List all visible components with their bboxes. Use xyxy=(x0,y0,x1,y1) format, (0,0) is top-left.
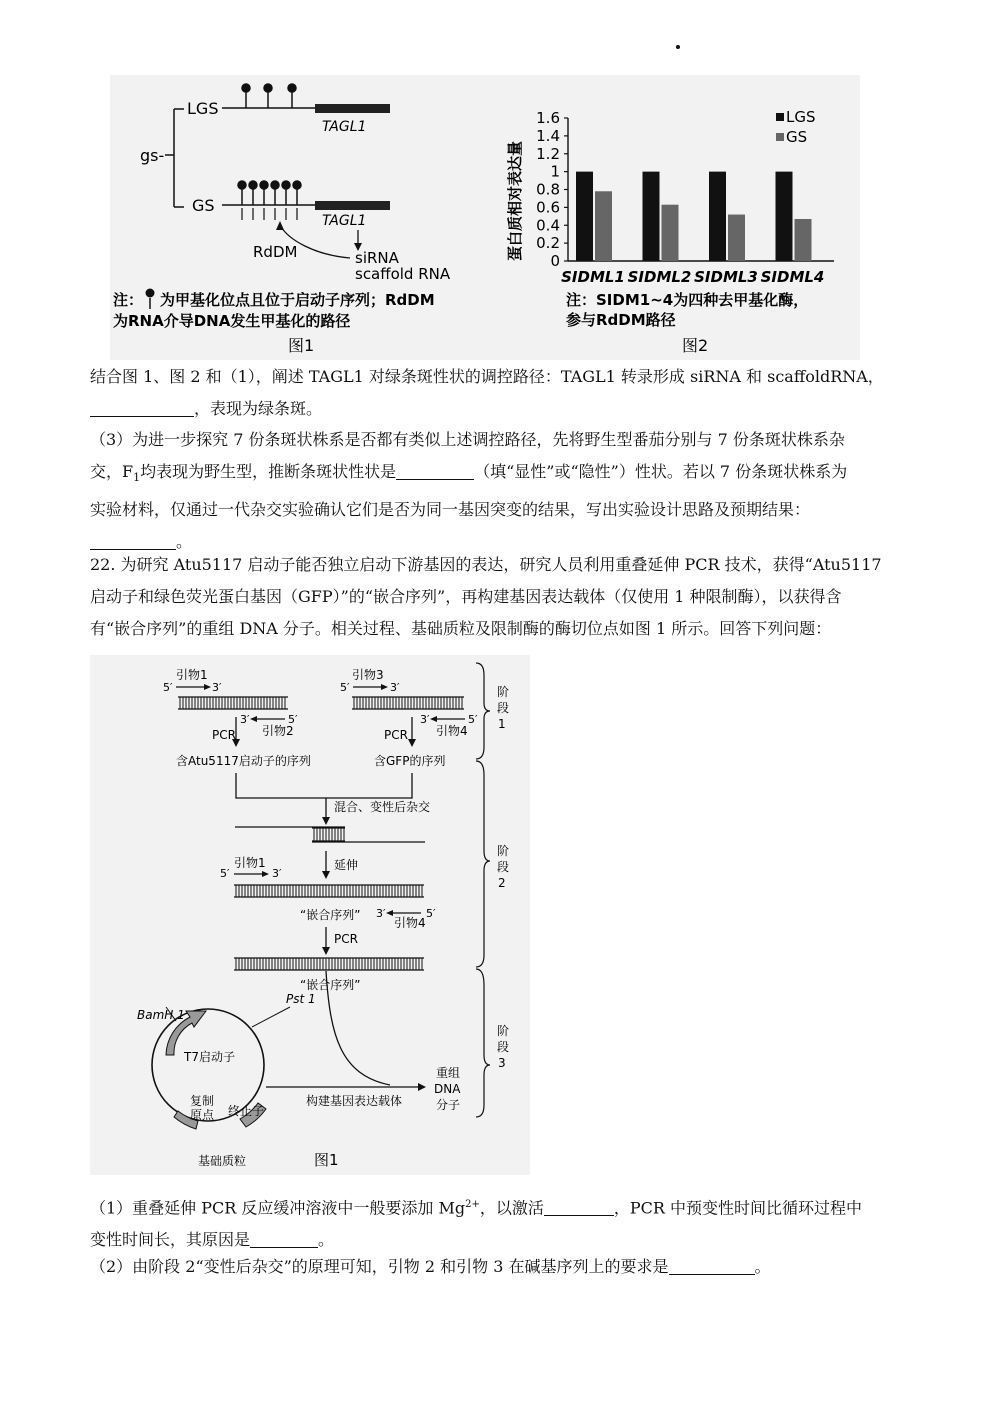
text-line: 结合图 1、图 2 和（1），阐述 TAGL1 对绿条斑性状的调控路径：TAGL1 转录形成 siRNA 和 scaffoldRNA， xyxy=(90,367,884,386)
paragraph-regulation xyxy=(90,361,902,425)
fig1-note-prefix: 注： xyxy=(113,291,144,309)
primer2-label: 引物2 xyxy=(262,724,294,738)
y-tick-label: 1.4 xyxy=(536,126,560,145)
text-line: 交，$F_1$均表现为野生型，推断条斑状性状是 （填“显性”或“隐性”）性状。若以 7 份条斑状株系为 xyxy=(90,462,848,485)
end-3-label: 3′ xyxy=(390,681,400,694)
primer4-label: 引物4 xyxy=(436,724,468,738)
terminator-label: 终止子 xyxy=(228,1104,265,1118)
y-tick-label: 0.2 xyxy=(536,234,560,253)
fig2-caption: 图2 xyxy=(682,336,709,355)
pcr-label: PCR xyxy=(334,932,358,946)
bar-lgs-3 xyxy=(709,172,726,261)
dna-gfp-template xyxy=(352,697,464,709)
bar-gs-3 xyxy=(728,215,745,261)
tagl1-label-1: TAGL1 xyxy=(322,119,367,135)
bar-lgs-4 xyxy=(776,172,793,261)
recombinant-label-2: DNA xyxy=(434,1082,461,1096)
stray-dot xyxy=(676,45,680,49)
build-vector-label: 构建基因表达载体 xyxy=(306,1094,403,1108)
figure-pcr-process xyxy=(90,655,530,1175)
text-line: （1）重叠延伸 PCR 反应缓冲溶液中一般要添加 $Mg^{2+}$，以激活 ，PCR 中预变性时间比循环过程中 xyxy=(90,1198,863,1218)
sirna-label: siRNA xyxy=(355,249,399,267)
x-category-label: SIDML1 xyxy=(561,268,625,286)
tagl1-gene-gs xyxy=(315,201,390,210)
end-5-label: 5′ xyxy=(426,907,436,920)
figure-bar-chart xyxy=(500,75,860,360)
stage1-char: 段 xyxy=(497,701,510,715)
mix-hybridize-label: 混合、变性后杂交 xyxy=(334,800,431,814)
stage2-char: 2 xyxy=(498,876,506,890)
end-5-label: 5′ xyxy=(340,681,350,694)
gs-line-label: GS xyxy=(192,196,215,215)
x-category-label: SIDML3 xyxy=(694,268,758,286)
plasmid-label: 基础质粒 xyxy=(198,1154,247,1168)
answer-blank[interactable] xyxy=(544,1197,614,1216)
answer-blank[interactable] xyxy=(396,461,474,480)
stage1-char: 阶 xyxy=(497,685,510,699)
text-line: 有“嵌合序列”的重组 DNA 分子。相关过程、基础质粒及限制酶的酶切位点如图 1 所示。回答下列问题： xyxy=(90,619,832,638)
origin-label-2: 原点 xyxy=(190,1108,215,1122)
answer-blank[interactable] xyxy=(90,398,194,417)
fig1-note-line2: 为RNA介导DNA发生甲基化的路径 xyxy=(113,312,351,330)
bar-gs-2 xyxy=(662,205,679,261)
text-line: ，表现为绿条斑。 xyxy=(90,393,902,425)
text-line: 。 xyxy=(90,526,902,558)
recombinant-label-3: 分子 xyxy=(436,1098,461,1112)
chimera-label-2: “嵌合序列” xyxy=(300,978,361,992)
chart-ylabel: 蛋白质相对表达量 xyxy=(506,140,524,261)
origin-label-1: 复制 xyxy=(190,1094,215,1108)
fig3-caption: 图1 xyxy=(314,1151,339,1169)
paragraph-question-22 xyxy=(90,549,902,645)
fig1-note-line1: 为甲基化位点且位于启动子序列；RdDM xyxy=(160,291,435,309)
pst1-label: Pst 1 xyxy=(286,992,316,1006)
fig2-note-line2: 参与RdDM路径 xyxy=(566,311,676,329)
text-line: 变性时间长，其原因是 。 xyxy=(90,1230,335,1250)
primer1-label: 引物1 xyxy=(234,856,266,870)
y-tick-label: 1.2 xyxy=(536,144,560,163)
pcr-label: PCR xyxy=(384,728,408,742)
chimera-label-1: “嵌合序列” xyxy=(300,908,361,922)
bar-lgs-2 xyxy=(643,172,660,261)
text-line: （2）由阶段 2“变性后杂交”的原理可知，引物 2 和引物 3 在碱基序列上的要求是 。 xyxy=(90,1257,771,1276)
y-tick-label: 0.6 xyxy=(536,198,560,217)
gs-label: gs- xyxy=(140,146,165,165)
tagl1-label-2: TAGL1 xyxy=(322,213,367,229)
end-3-label: 3′ xyxy=(376,907,386,920)
pcr-label: PCR xyxy=(212,728,236,742)
primer1-label: 引物1 xyxy=(176,668,208,682)
fig2-note-line1: 注：SIDM1~4为四种去甲基化酶， xyxy=(566,291,809,309)
paragraph-sub-question-1 xyxy=(90,1189,902,1256)
bar-gs-1 xyxy=(595,191,612,261)
stage3-char: 阶 xyxy=(497,1024,510,1038)
y-tick-label: 0 xyxy=(550,252,560,270)
figure-methylation-diagram xyxy=(110,75,510,360)
atu5117-sequence-label: 含Atu5117启动子的序列 xyxy=(176,754,311,768)
bamh1-label: BamH 1 xyxy=(137,1008,185,1022)
rddm-label: RdDM xyxy=(253,243,298,261)
stage2-char: 段 xyxy=(497,860,510,874)
recombinant-label-1: 重组 xyxy=(436,1066,461,1080)
lgs-label: LGS xyxy=(187,99,219,118)
end-5-label: 5′ xyxy=(468,713,478,726)
paragraph-question-3 xyxy=(90,424,902,558)
paragraph-sub-question-2 xyxy=(90,1251,902,1283)
stage1-char: 1 xyxy=(498,717,506,731)
dna-chimera-extend xyxy=(234,885,424,897)
text-line: 启动子和绿色荧光蛋白基因（GFP）”的“嵌合序列”，再构建基因表达载体（仅使用 1 种限制酶），以获得含 xyxy=(90,587,842,606)
text-line: （3）为进一步探究 7 份条斑状株系是否都有类似上述调控路径，先将野生型番茄分别与 7 份条斑状株系杂 xyxy=(90,430,845,449)
bar-lgs-1 xyxy=(576,172,593,261)
x-category-label: SIDML4 xyxy=(760,268,825,286)
y-tick-label: 0.4 xyxy=(536,216,560,235)
tagl1-gene-lgs xyxy=(315,104,390,113)
answer-blank[interactable] xyxy=(669,1256,755,1275)
text-line: 实验材料，仅通过一代杂交实验确认它们是否为同一基因突变的结果，写出实验设计思路及预期结果： xyxy=(90,500,811,520)
x-category-label: SIDML2 xyxy=(627,268,692,286)
scaffold-label: scaffold RNA xyxy=(355,265,451,283)
end-5-label: 5′ xyxy=(220,867,230,880)
end-3-label: 3′ xyxy=(272,867,282,880)
y-tick-label: 0.8 xyxy=(536,180,560,199)
end-5-label: 5′ xyxy=(163,681,173,694)
answer-blank[interactable] xyxy=(250,1229,318,1248)
end-5-label: 5′ xyxy=(288,713,298,726)
stage3-char: 段 xyxy=(497,1040,510,1054)
gfp-sequence-label: 含GFP的序列 xyxy=(374,754,446,768)
stage2-char: 阶 xyxy=(497,844,510,858)
legend-gs: GS xyxy=(786,128,808,146)
legend-lgs: LGS xyxy=(786,108,816,126)
stage3-char: 3 xyxy=(498,1056,506,1070)
answer-blank[interactable] xyxy=(90,531,176,550)
y-tick-label: 1 xyxy=(550,162,560,181)
bar-gs-4 xyxy=(795,219,812,261)
end-3-label: 3′ xyxy=(212,681,222,694)
fig1-caption: 图1 xyxy=(288,336,315,355)
y-tick-label: 1.6 xyxy=(536,109,560,127)
extend-label: 延伸 xyxy=(334,858,359,872)
primer4-label: 引物4 xyxy=(394,916,426,930)
primer3-label: 引物3 xyxy=(352,668,384,682)
end-3-label: 3′ xyxy=(420,713,430,726)
text-line: 22. 为研究 Atu5117 启动子能否独立启动下游基因的表达，研究人员利用重叠延伸 PCR 技术，获得“Atu5117 xyxy=(90,555,882,574)
end-3-label: 3′ xyxy=(240,713,250,726)
t7-promoter-label: T7启动子 xyxy=(184,1050,235,1064)
dna-chimera-final xyxy=(234,958,424,970)
